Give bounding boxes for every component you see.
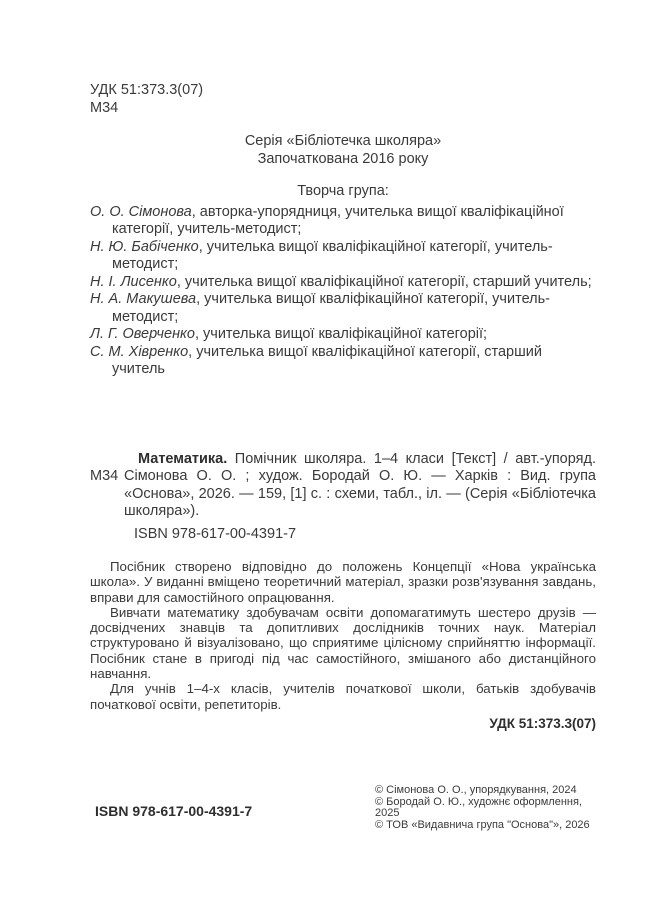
bbk-author-code: М34 xyxy=(90,99,119,116)
member-name: Л. Г. Оверченко xyxy=(90,326,195,342)
catalog-card xyxy=(90,450,596,544)
annotation-paragraph: Посібник створено відповідно до положень Концепції «Нова українська школа». У виданні вміщено теоретичний матеріал, зразки розв'язування завдань, вправи для самостійного опрацювання. xyxy=(90,559,596,605)
member-role: , учителька вищої кваліфікаційної категорії, учитель-методист; xyxy=(112,291,550,325)
creative-group-list xyxy=(90,204,596,379)
member-role: , учителька вищої кваліфікаційної категорії, старший учитель xyxy=(112,343,542,377)
main-column xyxy=(90,0,596,732)
creative-group-member xyxy=(90,326,596,344)
catalog-card-code: М34 xyxy=(90,468,119,484)
member-name: Н. А. Макушева xyxy=(90,291,197,307)
creative-group-member xyxy=(90,344,596,379)
creative-group-member xyxy=(90,204,596,239)
copyright-line: © Бородай О. Ю., художнє оформлення, 2025 xyxy=(375,795,582,819)
member-name: Н. І. Лисенко xyxy=(90,273,177,290)
copyright-line: © Сімонова О. О., упорядкування, 2024 xyxy=(375,784,577,796)
member-name: С. М. Хівренко xyxy=(90,343,189,360)
member-role: , учителька вищої кваліфікаційної категорії, старший учитель; xyxy=(176,273,592,290)
footer xyxy=(90,783,596,843)
creative-group-member xyxy=(90,291,596,326)
member-name: Н. Ю. Бабіченко xyxy=(90,238,199,255)
copyright-line: © ТОВ «Видавнича група "Основа"», 2026 xyxy=(375,818,590,831)
classification-codes xyxy=(90,82,596,117)
catalog-card-isbn: ISBN 978-617-00-4391-7 xyxy=(134,525,297,542)
udk-code: УДК 51:373.3(07) xyxy=(90,82,204,98)
member-name: О. О. Сімонова xyxy=(90,203,192,220)
member-role: , учителька вищої кваліфікаційної категорії; xyxy=(194,326,488,342)
footer-isbn: ISBN 978-617-00-4391-7 xyxy=(95,803,253,819)
annotation-paragraph: Для учнів 1–4-х класів, учителів початкової школи, батьків здобувачів початкової освіти, репетиторів. xyxy=(90,681,596,712)
udk-code-bottom: УДК 51:373.3(07) xyxy=(489,715,596,731)
catalog-card-entry xyxy=(124,451,596,521)
creative-group-member xyxy=(90,239,596,274)
member-role: , авторка-упорядниця, учителька вищої кваліфікаційної категорії, учитель-методист; xyxy=(112,203,564,237)
annotation-block xyxy=(90,559,596,712)
series-block xyxy=(90,133,596,168)
book-title: Математика. xyxy=(138,450,228,467)
catalog-card-description: Помічник школяра. 1–4 класи [Текст] / авт.-упоряд. Сімонова О. О. ; худож. Бородай О. Ю. — Харків : Вид. група «Основа», 2026. — 159, [1] с. : схеми, табл., іл. — (Серія «Бібліотечка школяра»). xyxy=(124,450,596,519)
annotation-paragraph: Вивчати математику здобувачам освіти допомагатимуть шестеро друзів — досвідчених знавців та допитливих дослідників точних наук. Матеріал структуровано й візуалізовано, що сприятиме цілісному сприйняттю інформації. Посібник стане в пригоді під час самостійного, змішаного або дистанційного навчання. xyxy=(90,604,596,682)
creative-group-heading: Творча група: xyxy=(297,183,389,199)
series-name: Серія «Бібліотечка школяра» xyxy=(244,133,442,149)
creative-group-member xyxy=(90,274,596,292)
member-role: , учителька вищої кваліфікаційної категорії, учитель-методист; xyxy=(112,238,553,272)
series-founded: Започаткована 2016 року xyxy=(257,150,429,167)
copyright-list xyxy=(375,785,596,831)
